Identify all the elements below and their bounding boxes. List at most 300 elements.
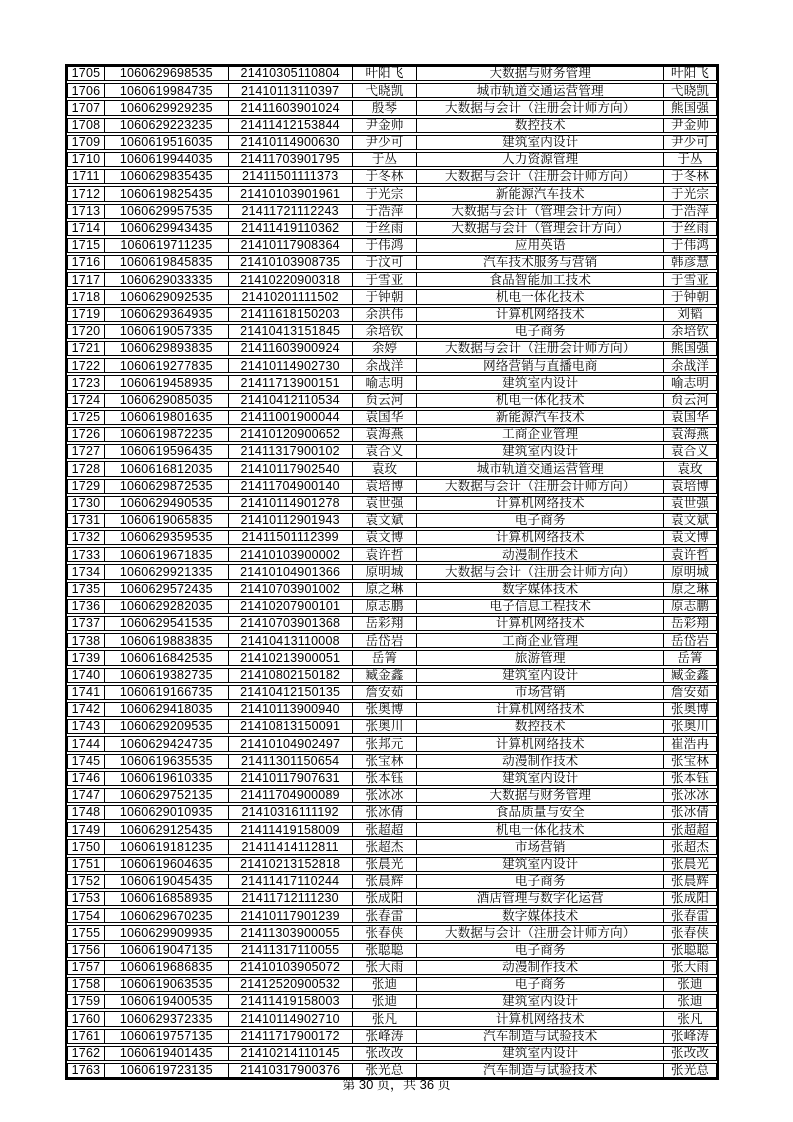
row-number-cell: 1714 [68, 221, 105, 236]
major-name-cell: 电子商务 [417, 943, 664, 958]
major-name-cell: 酒店管理与数字化运营 [417, 891, 664, 906]
candidate-name-cell: 岳岱岩 [353, 633, 418, 648]
candidate-name-cell: 原明城 [353, 564, 418, 579]
exam-number-cell: 21410213900051 [229, 650, 353, 665]
row-number-cell: 1759 [68, 994, 105, 1009]
row-number-cell: 1710 [68, 152, 105, 167]
candidate-name-cell: 余培钦 [353, 324, 418, 339]
exam-number-cell: 21412520900532 [229, 977, 353, 992]
exam-number-cell: 21410413151845 [229, 324, 353, 339]
student-roster-table [65, 64, 719, 1080]
confirm-name-cell: 原之琳 [664, 582, 717, 597]
major-name-cell: 旅游管理 [417, 650, 664, 665]
row-number-cell: 1736 [68, 599, 105, 614]
confirm-name-cell: 张春雷 [664, 908, 717, 923]
confirm-name-cell: 熊国强 [664, 341, 717, 356]
confirm-name-cell: 袁国华 [664, 410, 717, 425]
major-name-cell: 动漫制作技术 [417, 547, 664, 562]
student-id-cell: 1060619825435 [105, 186, 229, 201]
table-row [67, 496, 717, 511]
candidate-name-cell: 张晨辉 [353, 874, 418, 889]
row-number-cell: 1752 [68, 874, 105, 889]
student-id-cell: 1060619400535 [105, 994, 229, 1009]
exam-number-cell: 21410103905072 [229, 960, 353, 975]
exam-number-cell: 21411704900089 [229, 788, 353, 803]
major-name-cell: 人力资源管理 [417, 152, 664, 167]
candidate-name-cell: 张凡 [353, 1011, 418, 1026]
candidate-name-cell: 詹安茹 [353, 685, 418, 700]
confirm-name-cell: 于冬林 [664, 169, 717, 184]
confirm-name-cell: 张宝林 [664, 754, 717, 769]
confirm-name-cell: 臧金鑫 [664, 668, 717, 683]
confirm-name-cell: 原明城 [664, 564, 717, 579]
row-number-cell: 1744 [68, 736, 105, 751]
table-row [67, 375, 717, 390]
exam-number-cell: 21411303900055 [229, 925, 353, 940]
confirm-name-cell: 喻志明 [664, 375, 717, 390]
table-row [67, 358, 717, 373]
confirm-name-cell: 于光宗 [664, 186, 717, 201]
row-number-cell: 1730 [68, 496, 105, 511]
student-id-cell: 1060619845835 [105, 255, 229, 270]
row-number-cell: 1731 [68, 513, 105, 528]
major-name-cell: 大数据与会计（注册会计师方向） [417, 341, 664, 356]
row-number-cell: 1705 [68, 66, 105, 81]
row-number-cell: 1718 [68, 289, 105, 304]
student-id-cell: 1060619686835 [105, 960, 229, 975]
major-name-cell: 大数据与会计（注册会计师方向） [417, 169, 664, 184]
confirm-name-cell: 袁合义 [664, 444, 717, 459]
candidate-name-cell: 尹少可 [353, 135, 418, 150]
row-number-cell: 1720 [68, 324, 105, 339]
exam-number-cell: 21410207900101 [229, 599, 353, 614]
table-row [67, 66, 717, 81]
confirm-name-cell: 袁文斌 [664, 513, 717, 528]
table-row [67, 943, 717, 958]
major-name-cell: 汽车制造与试验技术 [417, 1063, 664, 1078]
candidate-name-cell: 张超超 [353, 822, 418, 837]
table-row [67, 83, 717, 98]
exam-number-cell: 21411603900924 [229, 341, 353, 356]
major-name-cell: 工商企业管理 [417, 633, 664, 648]
exam-number-cell: 21410103908735 [229, 255, 353, 270]
table-row [67, 977, 717, 992]
row-number-cell: 1732 [68, 530, 105, 545]
candidate-name-cell: 余婷 [353, 341, 418, 356]
confirm-name-cell: 詹安茹 [664, 685, 717, 700]
major-name-cell: 计算机网络技术 [417, 702, 664, 717]
candidate-name-cell: 弋晓凯 [353, 83, 418, 98]
table-row [67, 1011, 717, 1026]
table-row [67, 564, 717, 579]
exam-number-cell: 21410114902730 [229, 358, 353, 373]
table-row [67, 289, 717, 304]
confirm-name-cell: 余培钦 [664, 324, 717, 339]
table-row [67, 633, 717, 648]
candidate-name-cell: 张大雨 [353, 960, 418, 975]
student-id-cell: 1060619711235 [105, 238, 229, 253]
table-row [67, 461, 717, 476]
candidate-name-cell: 袁国华 [353, 410, 418, 425]
confirm-name-cell: 张光总 [664, 1063, 717, 1078]
candidate-name-cell: 张迪 [353, 977, 418, 992]
exam-number-cell: 21410802150182 [229, 668, 353, 683]
exam-number-cell: 21411419158003 [229, 994, 353, 1009]
table-row [67, 754, 717, 769]
confirm-name-cell: 袁海燕 [664, 427, 717, 442]
student-id-cell: 1060629670235 [105, 908, 229, 923]
candidate-name-cell: 袁玫 [353, 461, 418, 476]
candidate-name-cell: 张冰倩 [353, 805, 418, 820]
candidate-name-cell: 张迪 [353, 994, 418, 1009]
candidate-name-cell: 张本钰 [353, 771, 418, 786]
major-name-cell: 机电一体化技术 [417, 822, 664, 837]
major-name-cell: 大数据与会计（注册会计师方向） [417, 564, 664, 579]
row-number-cell: 1739 [68, 650, 105, 665]
candidate-name-cell: 余洪伟 [353, 307, 418, 322]
student-id-cell: 1060616812035 [105, 461, 229, 476]
candidate-name-cell: 贠云河 [353, 393, 418, 408]
major-name-cell: 计算机网络技术 [417, 1011, 664, 1026]
confirm-name-cell: 张迪 [664, 994, 717, 1009]
candidate-name-cell: 张邦元 [353, 736, 418, 751]
student-id-cell: 1060619635535 [105, 754, 229, 769]
exam-number-cell: 21411703901795 [229, 152, 353, 167]
candidate-name-cell: 张奥博 [353, 702, 418, 717]
exam-number-cell: 21410117907631 [229, 771, 353, 786]
student-id-cell: 1060619382735 [105, 668, 229, 683]
confirm-name-cell: 于伟鸿 [664, 238, 717, 253]
major-name-cell: 大数据与财务管理 [417, 788, 664, 803]
row-number-cell: 1715 [68, 238, 105, 253]
student-id-cell: 1060629872535 [105, 479, 229, 494]
exam-number-cell: 21410316111192 [229, 805, 353, 820]
table-row [67, 479, 717, 494]
exam-number-cell: 21410201111502 [229, 289, 353, 304]
row-number-cell: 1748 [68, 805, 105, 820]
confirm-name-cell: 刘韬 [664, 307, 717, 322]
row-number-cell: 1751 [68, 857, 105, 872]
major-name-cell: 市场营销 [417, 685, 664, 700]
confirm-name-cell: 叶阳飞 [664, 66, 717, 81]
row-number-cell: 1716 [68, 255, 105, 270]
row-number-cell: 1746 [68, 771, 105, 786]
row-number-cell: 1741 [68, 685, 105, 700]
table-row [67, 719, 717, 734]
table-row [67, 152, 717, 167]
confirm-name-cell: 原志鹏 [664, 599, 717, 614]
table-row [67, 341, 717, 356]
candidate-name-cell: 张晨光 [353, 857, 418, 872]
table-row [67, 960, 717, 975]
major-name-cell: 机电一体化技术 [417, 393, 664, 408]
row-number-cell: 1743 [68, 719, 105, 734]
confirm-name-cell: 张大雨 [664, 960, 717, 975]
confirm-name-cell: 袁培博 [664, 479, 717, 494]
exam-number-cell: 21410114900630 [229, 135, 353, 150]
exam-number-cell: 21411414112811 [229, 839, 353, 854]
confirm-name-cell: 张改改 [664, 1046, 717, 1061]
row-number-cell: 1711 [68, 169, 105, 184]
candidate-name-cell: 岳箐 [353, 650, 418, 665]
candidate-name-cell: 张春侠 [353, 925, 418, 940]
row-number-cell: 1747 [68, 788, 105, 803]
confirm-name-cell: 袁玫 [664, 461, 717, 476]
table-row [67, 1046, 717, 1061]
table-row [67, 530, 717, 545]
candidate-name-cell: 岳彩翔 [353, 616, 418, 631]
student-id-cell: 1060629541535 [105, 616, 229, 631]
row-number-cell: 1749 [68, 822, 105, 837]
table-row [67, 702, 717, 717]
exam-number-cell: 21410703901002 [229, 582, 353, 597]
student-id-cell: 1060619944035 [105, 152, 229, 167]
table-row [67, 427, 717, 442]
major-name-cell: 大数据与会计（管理会计方向） [417, 221, 664, 236]
row-number-cell: 1708 [68, 118, 105, 133]
table-row [67, 238, 717, 253]
confirm-name-cell: 尹金帅 [664, 118, 717, 133]
confirm-name-cell: 岳箐 [664, 650, 717, 665]
major-name-cell: 城市轨道交通运营管理 [417, 83, 664, 98]
candidate-name-cell: 余战洋 [353, 358, 418, 373]
major-name-cell: 建筑室内设计 [417, 135, 664, 150]
exam-number-cell: 21411317900102 [229, 444, 353, 459]
major-name-cell: 建筑室内设计 [417, 857, 664, 872]
candidate-name-cell: 于丝雨 [353, 221, 418, 236]
candidate-name-cell: 袁海燕 [353, 427, 418, 442]
confirm-name-cell: 张聪聪 [664, 943, 717, 958]
major-name-cell: 数字媒体技术 [417, 582, 664, 597]
row-number-cell: 1728 [68, 461, 105, 476]
major-name-cell: 大数据与会计（注册会计师方向） [417, 479, 664, 494]
confirm-name-cell: 张晨辉 [664, 874, 717, 889]
confirm-name-cell: 张超超 [664, 822, 717, 837]
student-id-cell: 1060619401435 [105, 1046, 229, 1061]
major-name-cell: 新能源汽车技术 [417, 186, 664, 201]
major-name-cell: 计算机网络技术 [417, 496, 664, 511]
candidate-name-cell: 袁世强 [353, 496, 418, 511]
candidate-name-cell: 张峰涛 [353, 1029, 418, 1044]
confirm-name-cell: 于丝雨 [664, 221, 717, 236]
table-row [67, 221, 717, 236]
row-number-cell: 1726 [68, 427, 105, 442]
confirm-name-cell: 尹少可 [664, 135, 717, 150]
student-id-cell: 1060619458935 [105, 375, 229, 390]
candidate-name-cell: 于光宗 [353, 186, 418, 201]
student-id-cell: 1060629282035 [105, 599, 229, 614]
exam-number-cell: 21410213152818 [229, 857, 353, 872]
confirm-name-cell: 弋晓凯 [664, 83, 717, 98]
major-name-cell: 建筑室内设计 [417, 1046, 664, 1061]
major-name-cell: 电子商务 [417, 324, 664, 339]
table-row [67, 805, 717, 820]
major-name-cell: 计算机网络技术 [417, 530, 664, 545]
candidate-name-cell: 张聪聪 [353, 943, 418, 958]
row-number-cell: 1707 [68, 100, 105, 115]
exam-number-cell: 21410104902497 [229, 736, 353, 751]
candidate-name-cell: 张光总 [353, 1063, 418, 1078]
table-row [67, 547, 717, 562]
major-name-cell: 计算机网络技术 [417, 616, 664, 631]
candidate-name-cell: 张冰冰 [353, 788, 418, 803]
student-id-cell: 1060629752135 [105, 788, 229, 803]
major-name-cell: 市场营销 [417, 839, 664, 854]
row-number-cell: 1723 [68, 375, 105, 390]
table-row [67, 994, 717, 1009]
student-id-cell: 1060629364935 [105, 307, 229, 322]
student-id-cell: 1060629418035 [105, 702, 229, 717]
confirm-name-cell: 岳岱岩 [664, 633, 717, 648]
confirm-name-cell: 岳彩翔 [664, 616, 717, 631]
major-name-cell: 城市轨道交通运营管理 [417, 461, 664, 476]
row-number-cell: 1735 [68, 582, 105, 597]
exam-number-cell: 21410104901366 [229, 564, 353, 579]
student-id-cell: 1060619723135 [105, 1063, 229, 1078]
student-id-cell: 1060629490535 [105, 496, 229, 511]
student-id-cell: 1060619610335 [105, 771, 229, 786]
table-row [67, 874, 717, 889]
candidate-name-cell: 袁培博 [353, 479, 418, 494]
row-number-cell: 1721 [68, 341, 105, 356]
confirm-name-cell: 于雪亚 [664, 272, 717, 287]
table-row [67, 118, 717, 133]
table-row [67, 839, 717, 854]
candidate-name-cell: 袁文斌 [353, 513, 418, 528]
student-id-cell: 1060629372335 [105, 1011, 229, 1026]
candidate-name-cell: 臧金鑫 [353, 668, 418, 683]
confirm-name-cell: 张凡 [664, 1011, 717, 1026]
major-name-cell: 电子商务 [417, 977, 664, 992]
table-row [67, 255, 717, 270]
confirm-name-cell: 张超杰 [664, 839, 717, 854]
exam-number-cell: 21410412150135 [229, 685, 353, 700]
student-id-cell: 1060619801635 [105, 410, 229, 425]
row-number-cell: 1762 [68, 1046, 105, 1061]
major-name-cell: 动漫制作技术 [417, 754, 664, 769]
student-id-cell: 1060629835435 [105, 169, 229, 184]
confirm-name-cell: 张春侠 [664, 925, 717, 940]
row-number-cell: 1713 [68, 204, 105, 219]
major-name-cell: 大数据与会计（管理会计方向） [417, 204, 664, 219]
student-id-cell: 1060629424735 [105, 736, 229, 751]
confirm-name-cell: 张冰倩 [664, 805, 717, 820]
student-id-cell: 1060619057335 [105, 324, 229, 339]
exam-number-cell: 21410114902710 [229, 1011, 353, 1026]
exam-number-cell: 21410412110534 [229, 393, 353, 408]
exam-number-cell: 21410120900652 [229, 427, 353, 442]
major-name-cell: 工商企业管理 [417, 427, 664, 442]
row-number-cell: 1712 [68, 186, 105, 201]
exam-number-cell: 21411419110362 [229, 221, 353, 236]
student-id-cell: 1060629092535 [105, 289, 229, 304]
candidate-name-cell: 袁合义 [353, 444, 418, 459]
candidate-name-cell: 张奥川 [353, 719, 418, 734]
confirm-name-cell: 熊国强 [664, 100, 717, 115]
confirm-name-cell: 韩彦慧 [664, 255, 717, 270]
candidate-name-cell: 叶阳飞 [353, 66, 418, 81]
major-name-cell: 食品智能加工技术 [417, 272, 664, 287]
major-name-cell: 应用英语 [417, 238, 664, 253]
confirm-name-cell: 崔浩冉 [664, 736, 717, 751]
candidate-name-cell: 原志鹏 [353, 599, 418, 614]
table-row [67, 925, 717, 940]
table-row [67, 410, 717, 425]
student-id-cell: 1060629698535 [105, 66, 229, 81]
table-row [67, 444, 717, 459]
student-id-cell: 1060629125435 [105, 822, 229, 837]
row-number-cell: 1756 [68, 943, 105, 958]
student-id-cell: 1060629209535 [105, 719, 229, 734]
candidate-name-cell: 于雪亚 [353, 272, 418, 287]
row-number-cell: 1753 [68, 891, 105, 906]
exam-number-cell: 21411712111230 [229, 891, 353, 906]
row-number-cell: 1729 [68, 479, 105, 494]
row-number-cell: 1719 [68, 307, 105, 322]
exam-number-cell: 21411412153844 [229, 118, 353, 133]
row-number-cell: 1742 [68, 702, 105, 717]
table-row [67, 513, 717, 528]
confirm-name-cell: 袁文博 [664, 530, 717, 545]
exam-number-cell: 21411501111373 [229, 169, 353, 184]
major-name-cell: 汽车制造与试验技术 [417, 1029, 664, 1044]
exam-number-cell: 21411501112399 [229, 530, 353, 545]
major-name-cell: 食品质量与安全 [417, 805, 664, 820]
row-number-cell: 1755 [68, 925, 105, 940]
exam-number-cell: 21410113110397 [229, 83, 353, 98]
confirm-name-cell: 张本钰 [664, 771, 717, 786]
table-row [67, 685, 717, 700]
student-id-cell: 1060619516035 [105, 135, 229, 150]
table-row [67, 822, 717, 837]
table-row [67, 186, 717, 201]
confirm-name-cell: 张晨光 [664, 857, 717, 872]
candidate-name-cell: 于伟鸿 [353, 238, 418, 253]
row-number-cell: 1761 [68, 1029, 105, 1044]
confirm-name-cell: 张奥川 [664, 719, 717, 734]
row-number-cell: 1706 [68, 83, 105, 98]
exam-number-cell: 21410112901943 [229, 513, 353, 528]
confirm-name-cell: 张奥博 [664, 702, 717, 717]
exam-number-cell: 21411001900044 [229, 410, 353, 425]
row-number-cell: 1740 [68, 668, 105, 683]
table-row [67, 135, 717, 150]
row-number-cell: 1733 [68, 547, 105, 562]
candidate-name-cell: 于浩萍 [353, 204, 418, 219]
row-number-cell: 1754 [68, 908, 105, 923]
student-id-cell: 1060629033335 [105, 272, 229, 287]
major-name-cell: 数控技术 [417, 118, 664, 133]
row-number-cell: 1725 [68, 410, 105, 425]
candidate-name-cell: 尹金帅 [353, 118, 418, 133]
student-id-cell: 1060619065835 [105, 513, 229, 528]
table-row [67, 393, 717, 408]
candidate-name-cell: 原之琳 [353, 582, 418, 597]
confirm-name-cell: 余战洋 [664, 358, 717, 373]
page-number-indicator: 第 30 页，共 36 页 [342, 1077, 451, 1092]
table-row [67, 100, 717, 115]
table-row [67, 736, 717, 751]
table-row [67, 891, 717, 906]
confirm-name-cell: 袁许哲 [664, 547, 717, 562]
student-id-cell: 1060619166735 [105, 685, 229, 700]
student-id-cell: 1060619604635 [105, 857, 229, 872]
exam-number-cell: 21411417110244 [229, 874, 353, 889]
row-number-cell: 1734 [68, 564, 105, 579]
table-row [67, 616, 717, 631]
exam-number-cell: 21411419158009 [229, 822, 353, 837]
major-name-cell: 建筑室内设计 [417, 444, 664, 459]
